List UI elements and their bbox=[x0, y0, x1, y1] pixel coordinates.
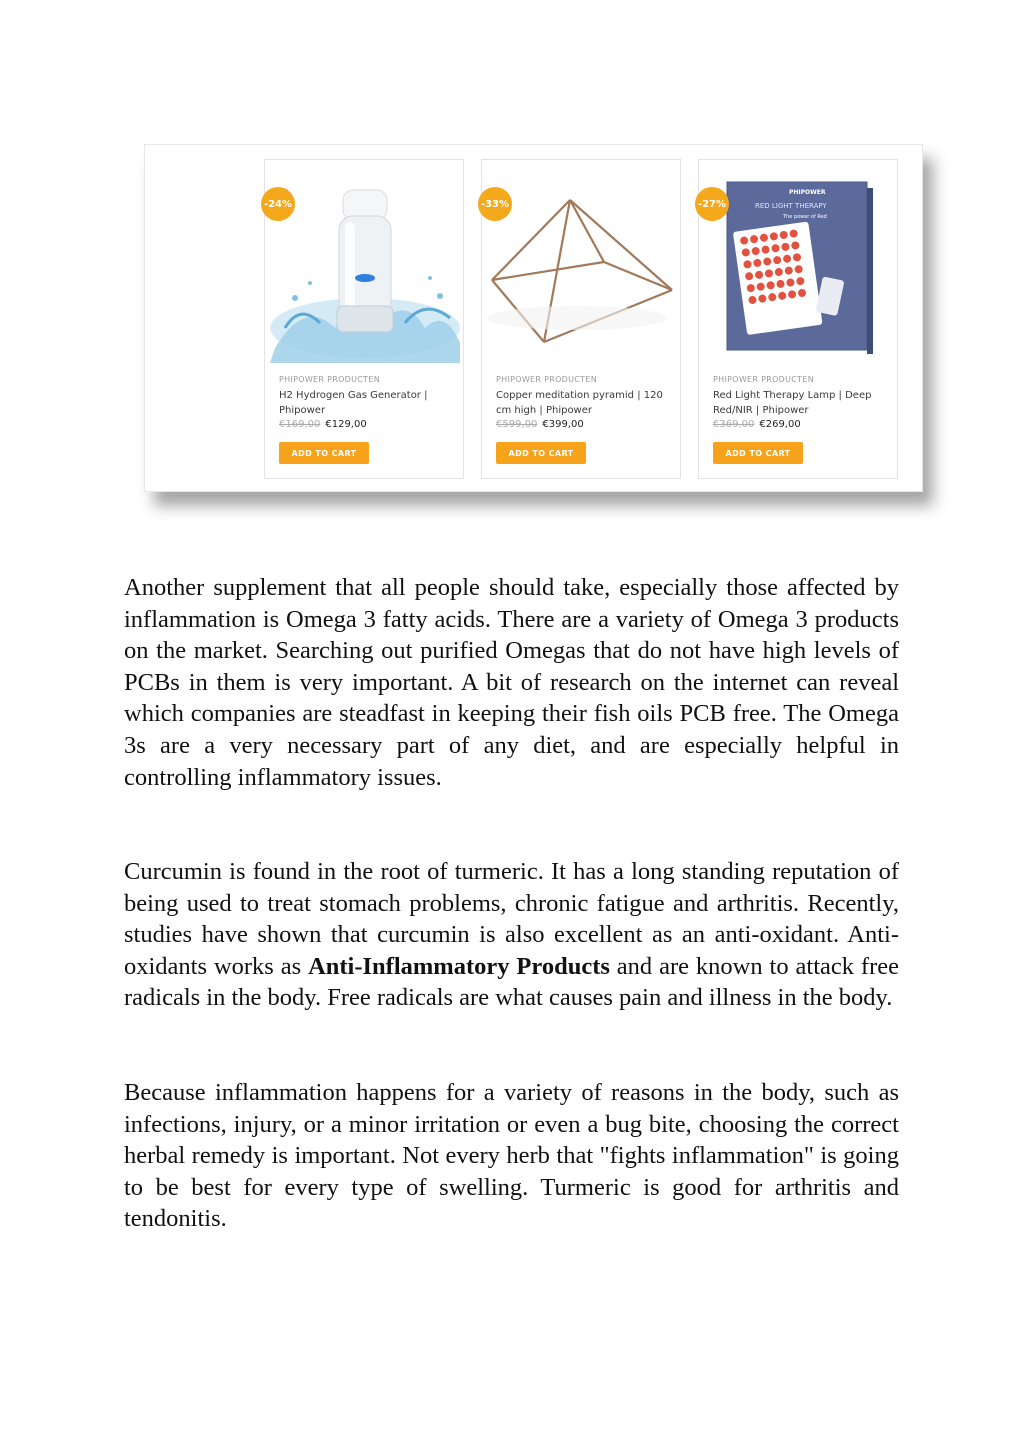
paragraph-omega3: Another supplement that all people should take, especially those affected by inflammation is Omega 3 fatty acids. There are a variety of Omega 3 products on the market. Searching out purified Omegas that do not have high levels of PCBs in them is very important. A bit of research on the internet can reveal which companies are steadfast in keeping their fish oils PCB free. The Omega 3s are a very necessary part of any diet, and are especially helpful in controlling inflammatory issues. bbox=[124, 574, 899, 791]
sale-price: €269,00 bbox=[759, 419, 801, 430]
product-name[interactable]: Copper meditation pyramid | 120 cm high | Phipower bbox=[496, 390, 663, 416]
paragraph-curcumin bbox=[124, 856, 899, 1014]
old-price: €599,00 bbox=[496, 419, 538, 430]
paragraph-herbal-remedy: Because inflammation happens for a variety of reasons in the body, such as infections, injury, or a minor irritation or even a bug bite, choosing the correct herbal remedy is important. Not every herb that "fights inflammation" is going to be best for every type of swelling. Turmeric is good for arthritis and tendonitis. bbox=[124, 1079, 899, 1233]
product-name[interactable]: Red Light Therapy Lamp | Deep Red/NIR | Phipower bbox=[713, 390, 872, 416]
add-to-cart-button[interactable]: ADD TO CART bbox=[713, 442, 803, 464]
product-price bbox=[713, 419, 801, 430]
discount-badge: -27% bbox=[695, 187, 729, 221]
old-price: €169,00 bbox=[279, 419, 321, 430]
add-to-cart-button[interactable]: ADD TO CART bbox=[279, 442, 369, 464]
product-card[interactable] bbox=[481, 159, 681, 479]
hydrogen-generator-image bbox=[265, 178, 465, 370]
product-brand: PHIPOWER PRODUCTEN bbox=[279, 375, 380, 384]
product-brand: PHIPOWER PRODUCTEN bbox=[713, 375, 814, 384]
product-card[interactable] bbox=[264, 159, 464, 479]
pyramid-image bbox=[482, 178, 682, 370]
discount-badge: -33% bbox=[478, 187, 512, 221]
red-light-therapy-box-image bbox=[699, 178, 899, 370]
product-strip-image bbox=[144, 144, 923, 492]
box-logo-text: PHIPOWER bbox=[789, 189, 826, 196]
product-price bbox=[496, 419, 584, 430]
paragraph-text: Curcumin is found in the root of turmeric. It has a long standing reputation of being used to treat stomach problems, chronic fatigue and arthritis. Recently, studies have shown that curcumin is also excellent as an anti-oxidant. Anti-oxidants works as bbox=[124, 858, 899, 980]
box-title-text: RED LIGHT THERAPY bbox=[755, 202, 827, 210]
paragraph-text: and are known to attack free radicals in the body. Free radicals are what causes pain and illness in the body. bbox=[124, 952, 899, 1012]
add-to-cart-button[interactable]: ADD TO CART bbox=[496, 442, 586, 464]
old-price: €369,00 bbox=[713, 419, 755, 430]
product-name[interactable]: H2 Hydrogen Gas Generator | Phipower bbox=[279, 390, 428, 416]
product-price bbox=[279, 419, 367, 430]
sale-price: €129,00 bbox=[325, 419, 367, 430]
product-brand: PHIPOWER PRODUCTEN bbox=[496, 375, 597, 384]
box-subtitle-text: The power of Red bbox=[783, 214, 827, 220]
discount-badge: -24% bbox=[261, 187, 295, 221]
anti-inflammatory-products-link[interactable]: Anti-Inflammatory Products bbox=[308, 952, 610, 980]
sale-price: €399,00 bbox=[542, 419, 584, 430]
product-card[interactable] bbox=[698, 159, 898, 479]
